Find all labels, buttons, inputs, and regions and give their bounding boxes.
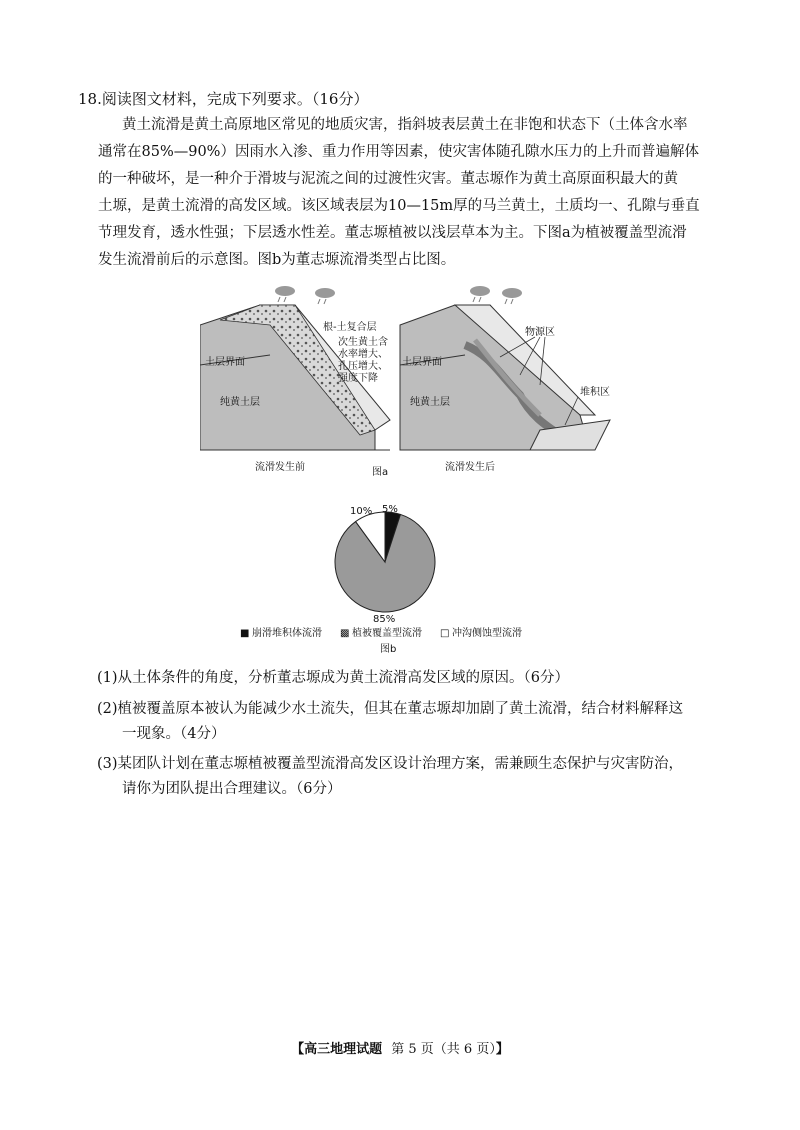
footer-bracket: 【: [291, 1042, 305, 1057]
pie-value-label: 85%: [373, 614, 396, 625]
legend-marker: ■: [240, 628, 250, 639]
legend-marker: ▩: [340, 628, 350, 639]
pure-loess-label-left: 纯黄土层: [220, 397, 260, 408]
paragraph-line: 黄土流滑是黄土高原地区常见的地质灾害，指斜坡表层黄土在非饱和状态下（土体含水率: [122, 117, 688, 133]
cloud-icon: [502, 288, 522, 304]
caption-before: 流滑发生前: [255, 462, 305, 473]
secondary-note-line: 次生黄土含: [338, 337, 388, 348]
legend-entry: 冲沟侧蚀型流滑: [452, 628, 522, 639]
figure-a: [200, 285, 620, 480]
secondary-note-line: 水率增大、: [338, 349, 388, 360]
secondary-note-line: 强度下降: [338, 373, 378, 384]
legend-entry: 崩滑堆积体流滑: [252, 628, 322, 639]
footer-page-info: 第 5 页（共 6 页）: [391, 1042, 496, 1057]
interface-label-left: 土层界面: [205, 357, 245, 368]
figure-b-pie-chart: [230, 500, 550, 660]
paragraph-line: 通常在85%—90%）因雨水入渗、重力作用等因素，使灾害体随孔隙水压力的上升而普遍解体: [98, 144, 699, 160]
footer-subject: 高三地理试题: [304, 1042, 383, 1057]
legend-marker: □: [440, 628, 450, 639]
root-soil-layer-label: 根-土复合层: [323, 322, 377, 333]
subquestion-2-line2: 一现象。（4分）: [122, 726, 226, 742]
paragraph-line: 节理发育，透水性强；下层透水性差。董志塬植被以浅层草本为主。下图a为植被覆盖型流滑: [98, 225, 687, 241]
source-area-label: 物源区: [525, 327, 555, 338]
subquestion-3-line1: (3)某团队计划在董志塬植被覆盖型流滑高发区设计治理方案，需兼顾生态保护与灾害防治，: [97, 756, 684, 772]
cloud-icon: [275, 286, 295, 302]
legend-entry: 植被覆盖型流滑: [352, 628, 422, 639]
paragraph-line: 发生流滑前后的示意图。图b为董志塬流滑类型占比图。: [98, 252, 456, 268]
caption-after: 流滑发生后: [445, 462, 495, 473]
after-slope-diagram: [400, 305, 610, 450]
cloud-icon: [470, 286, 490, 302]
subquestion-2-line1: (2)植被覆盖原本被认为能减少水土流失，但其在董志塬却加剧了黄土流滑，结合材料解释这: [97, 701, 684, 717]
material-paragraph: [98, 112, 720, 282]
subquestion-3-line2: 请你为团队提出合理建议。（6分）: [122, 781, 342, 797]
pure-loess-label-right: 纯黄土层: [410, 397, 450, 408]
page-footer: [0, 1038, 800, 1057]
cloud-icon: [315, 288, 335, 304]
interface-label-right: 土层界面: [402, 357, 442, 368]
question-title: 18.阅读图文材料，完成下列要求。（16分）: [78, 90, 369, 108]
subquestion-1: (1)从土体条件的角度，分析董志塬成为黄土流滑高发区域的原因。（6分）: [97, 670, 570, 686]
paragraph-line: 的一种破坏，是一种介于滑坡与泥流之间的过渡性灾害。董志塬作为黄土高原面积最大的黄: [98, 171, 678, 187]
secondary-note-line: 孔压增大、: [338, 361, 388, 372]
deposit-area-label: 堆积区: [580, 387, 610, 398]
figure-b-label: 图b: [380, 644, 397, 655]
paragraph-line: 土塬，是黄土流滑的高发区域。该区域表层为10—15m厚的马兰黄土，土质均一、孔隙与垂直: [98, 198, 700, 214]
figure-a-label: 图a: [372, 467, 389, 478]
pie-value-label: 5%: [382, 504, 398, 515]
pie-value-label: 10%: [350, 506, 373, 517]
footer-bracket: 】: [495, 1042, 509, 1057]
legend: [240, 626, 522, 639]
